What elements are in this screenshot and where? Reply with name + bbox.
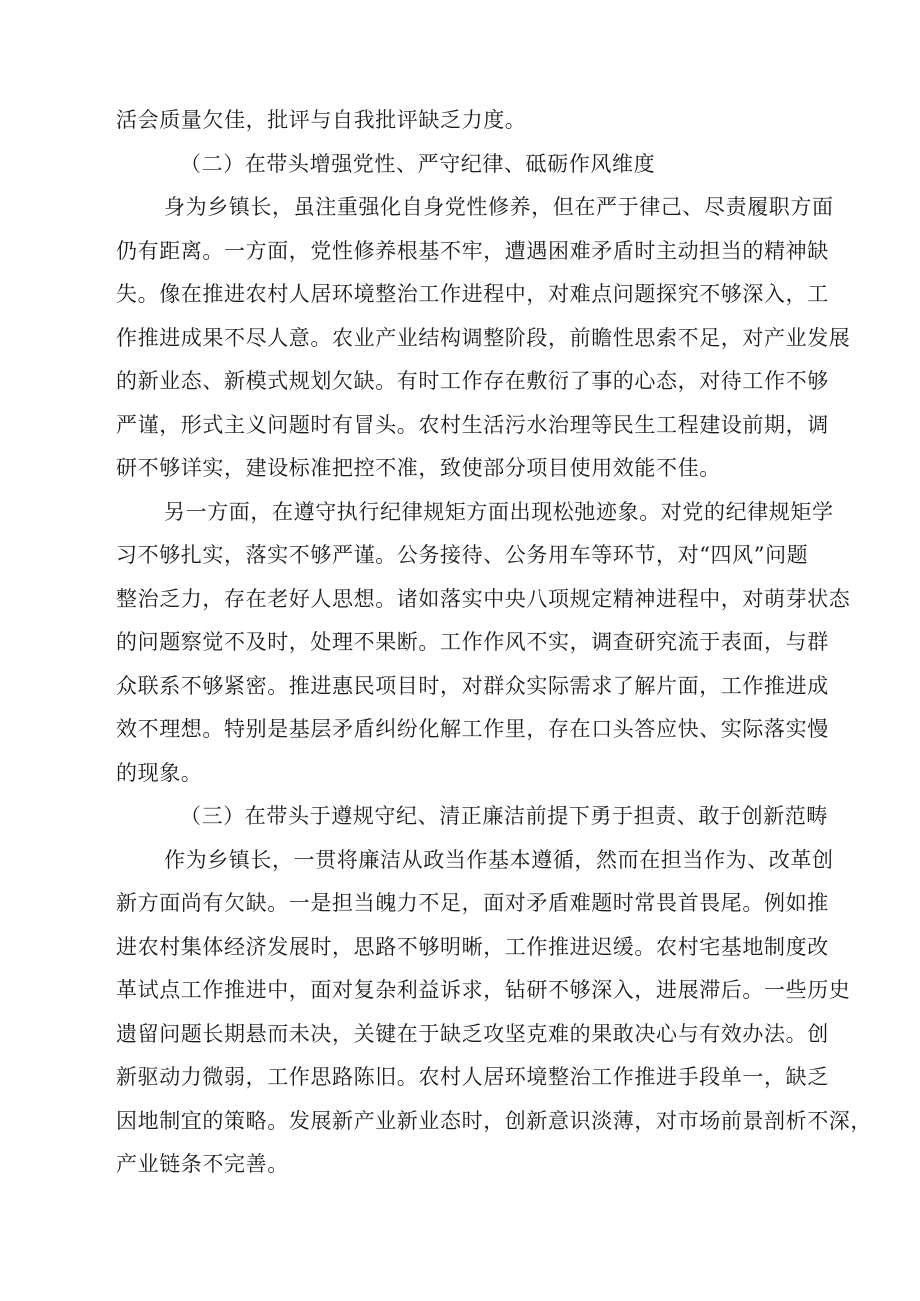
- body-text-line: 产业链条不完善。: [116, 1152, 289, 1176]
- body-text-line: 身为乡镇长，虽注重强化自身党性修养，但在严于律己、尽责履职方面: [164, 195, 834, 219]
- body-text-line: 的问题察觉不及时，处理不果断。工作作风不实，调查研究流于表面，与群: [116, 630, 829, 654]
- body-text-line: 进农村集体经济发展时，思路不够明晰，工作推进迟缓。农村宅基地制度改: [116, 935, 829, 959]
- body-text-line: 众联系不够紧密。推进惠民项目时，对群众实际需求了解片面，工作推进成: [116, 674, 829, 698]
- body-text-line: 的现象。: [116, 761, 203, 785]
- body-text-line: 新驱动力微弱，工作思路陈旧。农村人居环境整治工作推进手段单一，缺乏: [116, 1065, 829, 1089]
- body-text-line: 因地制宜的策略。发展新产业新业态时，创新意识淡薄，对市场前景剖析不深，: [116, 1109, 872, 1133]
- body-text-line: 效不理想。特别是基层矛盾纠纷化解工作里，存在口头答应快、实际落实慢: [116, 717, 829, 741]
- body-text-line: 整治乏力，存在老好人思想。诸如落实中央八项规定精神进程中，对萌芽状态: [116, 587, 851, 611]
- body-text-line: 的新业态、新模式规划欠缺。有时工作存在敷衍了事的心态，对待工作不够: [116, 369, 829, 393]
- body-text-line: 严谨，形式主义问题时有冒头。农村生活污水治理等民生工程建设前期，调: [116, 413, 829, 437]
- body-text-line: 习不够扎实，落实不够严谨。公务接待、公务用车等环节，对“四风”问题: [116, 543, 809, 567]
- body-text-line: 遗留问题长期悬而未决，关键在于缺乏攻坚克难的果敢决心与有效办法。创: [116, 1022, 829, 1046]
- section-heading: （三）在带头于遵规守纪、清正廉洁前提下勇于担责、敢于创新范畴: [180, 804, 828, 828]
- body-text-line: 研不够详实，建设标准把控不准，致使部分项目使用效能不佳。: [116, 456, 721, 480]
- body-text-line: 新方面尚有欠缺。一是担当魄力不足，面对矛盾难题时常畏首畏尾。例如推: [116, 891, 829, 915]
- body-text-line: 革试点工作推进中，面对复杂利益诉求，钻研不够深入，进展滞后。一些历史: [116, 978, 851, 1002]
- section-heading: （二）在带头增强党性、严守纪律、砥砺作风维度: [180, 152, 656, 176]
- body-text-line: 仍有距离。一方面，党性修养根基不牢，遭遇困难矛盾时主动担当的精神缺: [116, 239, 829, 263]
- body-text-line: 另一方面，在遵守执行纪律规矩方面出现松弛迹象。对党的纪律规矩学: [164, 500, 834, 524]
- body-text-line: 活会质量欠佳，批评与自我批评缺乏力度。: [116, 108, 527, 132]
- body-text-line: 作推进成果不尽人意。农业产业结构调整阶段，前瞻性思索不足，对产业发展: [116, 326, 851, 350]
- body-text-line: 作为乡镇长，一贯将廉洁从政当作基本遵循，然而在担当作为、改革创: [164, 848, 834, 872]
- body-text-line: 失。像在推进农村人居环境整治工作进程中，对难点问题探究不够深入，工: [116, 282, 829, 306]
